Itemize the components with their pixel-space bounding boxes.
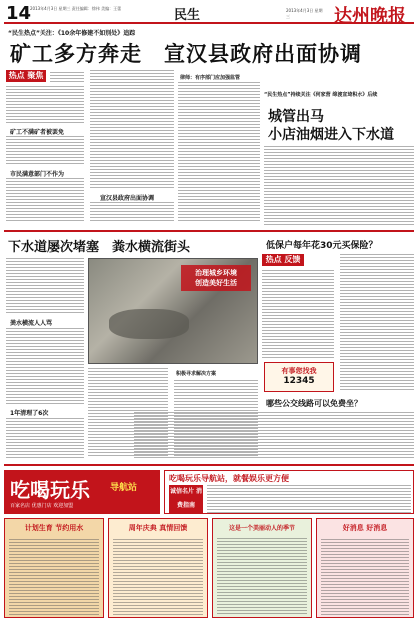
- ad-box-4-text: [321, 539, 409, 615]
- bus-text: [134, 412, 414, 460]
- lead-body-area: [6, 70, 260, 224]
- ad-box-2-text: [113, 539, 203, 615]
- newspaper-brand: 达州晚报: [334, 6, 406, 27]
- right-kicker: “民生热点”持续关注《何家营 绵渡宣琦积水》后续: [264, 92, 378, 98]
- feedback-tag: 热点 反馈: [262, 254, 304, 266]
- hotline-box: [264, 362, 334, 392]
- lead-text-col3: [178, 82, 260, 222]
- pension-headline: 低保户每年花30元买保险？: [266, 241, 378, 251]
- photo-caption-box: [181, 265, 251, 291]
- right-headline-2: 小店油烟进入下水道: [268, 127, 394, 143]
- pension-text-col2: [340, 254, 414, 360]
- drain-sub1: 粪水横流人人骂: [10, 320, 53, 327]
- right-headline-1: 城管出马: [268, 109, 324, 125]
- ad-main-sub: 导航站: [110, 483, 138, 493]
- drain-text-col1: [6, 258, 84, 314]
- ad-box-2-title: 周年庆典 真情回馈: [128, 524, 188, 532]
- lead-sub4: 律师：有序部门应加强监管: [180, 75, 241, 81]
- lead-sub2: 市民满意部门不作为: [10, 171, 65, 178]
- hotline-label: 有事您找我: [281, 367, 317, 375]
- lead-text-col1d: [6, 178, 84, 222]
- bus-headline: 哪些公交线路可以免费坐？: [266, 399, 362, 408]
- header-meta: 2013年4月3日 星期三 责任编辑：徐伟 美编：王蕾: [30, 6, 122, 11]
- drain-sub2: 1年清理了6次: [10, 410, 49, 417]
- drain-sub3: 积极寻求解决方案: [176, 371, 217, 377]
- photo-caption-1: 治理城乡环境: [195, 269, 237, 277]
- ad-box-4-title: 好消息 好消息: [342, 524, 388, 532]
- ad-main-note: 百家名店 优惠门店 欢迎加盟: [10, 503, 74, 509]
- section-title: 民生: [174, 8, 201, 23]
- photo-puddle: [109, 309, 189, 339]
- ad-strip-red: 诚信名片 消费指南: [169, 485, 203, 513]
- ad-box-1-title: 计划生育 节约用水: [24, 524, 84, 532]
- ad-main-banner: [4, 470, 160, 514]
- hot-focus-tag: 热点 聚焦: [6, 70, 46, 82]
- hotline-number: 12345: [283, 376, 315, 386]
- right-story: [264, 92, 414, 227]
- lead-sub1: 矿工不满矿者被罢免: [10, 129, 65, 136]
- ad-area: [4, 464, 414, 620]
- lead-sub3: 宣汉县政府出面协调: [100, 195, 155, 202]
- ad-box-3-text: [217, 538, 307, 614]
- lead-text-col1c: [6, 136, 84, 166]
- ad-strip-title: 吃喝玩乐导航站，就餐娱乐更方便: [169, 474, 289, 483]
- lead-text-col2: [90, 70, 174, 190]
- ad-strip-text: [207, 485, 411, 513]
- lead-text-col1: [50, 72, 84, 82]
- ad-strip: [164, 470, 414, 514]
- page-header: [4, 2, 414, 27]
- pension-text-col1: [262, 270, 334, 360]
- drain-headline: 下水道屡次堵塞 粪水横流街头: [8, 240, 191, 255]
- lead-text-col2b: [90, 202, 174, 222]
- ad-box-3: [212, 518, 312, 618]
- pension-text-col3: [340, 362, 414, 392]
- ad-box-2: [108, 518, 208, 618]
- lead-text-col1b: [6, 86, 84, 124]
- ad-box-1-text: [9, 539, 99, 615]
- photo-caption-2: 创造美好生活: [195, 279, 237, 287]
- page-number: 14: [6, 3, 32, 24]
- drain-photo: [88, 258, 258, 364]
- lead-kicker: “民生热点”关注：《10余年修建不如别处》追踪: [8, 30, 136, 37]
- ad-box-4: [316, 518, 414, 618]
- drain-text-col1c: [6, 418, 84, 458]
- drain-text-col1b: [6, 328, 84, 404]
- header-date: 2013年4月3日 星期三: [286, 8, 323, 19]
- ad-main-title: 吃喝玩乐: [10, 478, 90, 502]
- right-text: [264, 146, 414, 226]
- ad-box-1: [4, 518, 104, 618]
- lead-headline: 矿工多方奔走 宣汉县政府出面协调: [10, 42, 362, 66]
- ad-box-3-title: 这是一个美丽动人的季节: [228, 525, 295, 532]
- pension-story: [262, 234, 414, 394]
- divider-1: [4, 230, 414, 232]
